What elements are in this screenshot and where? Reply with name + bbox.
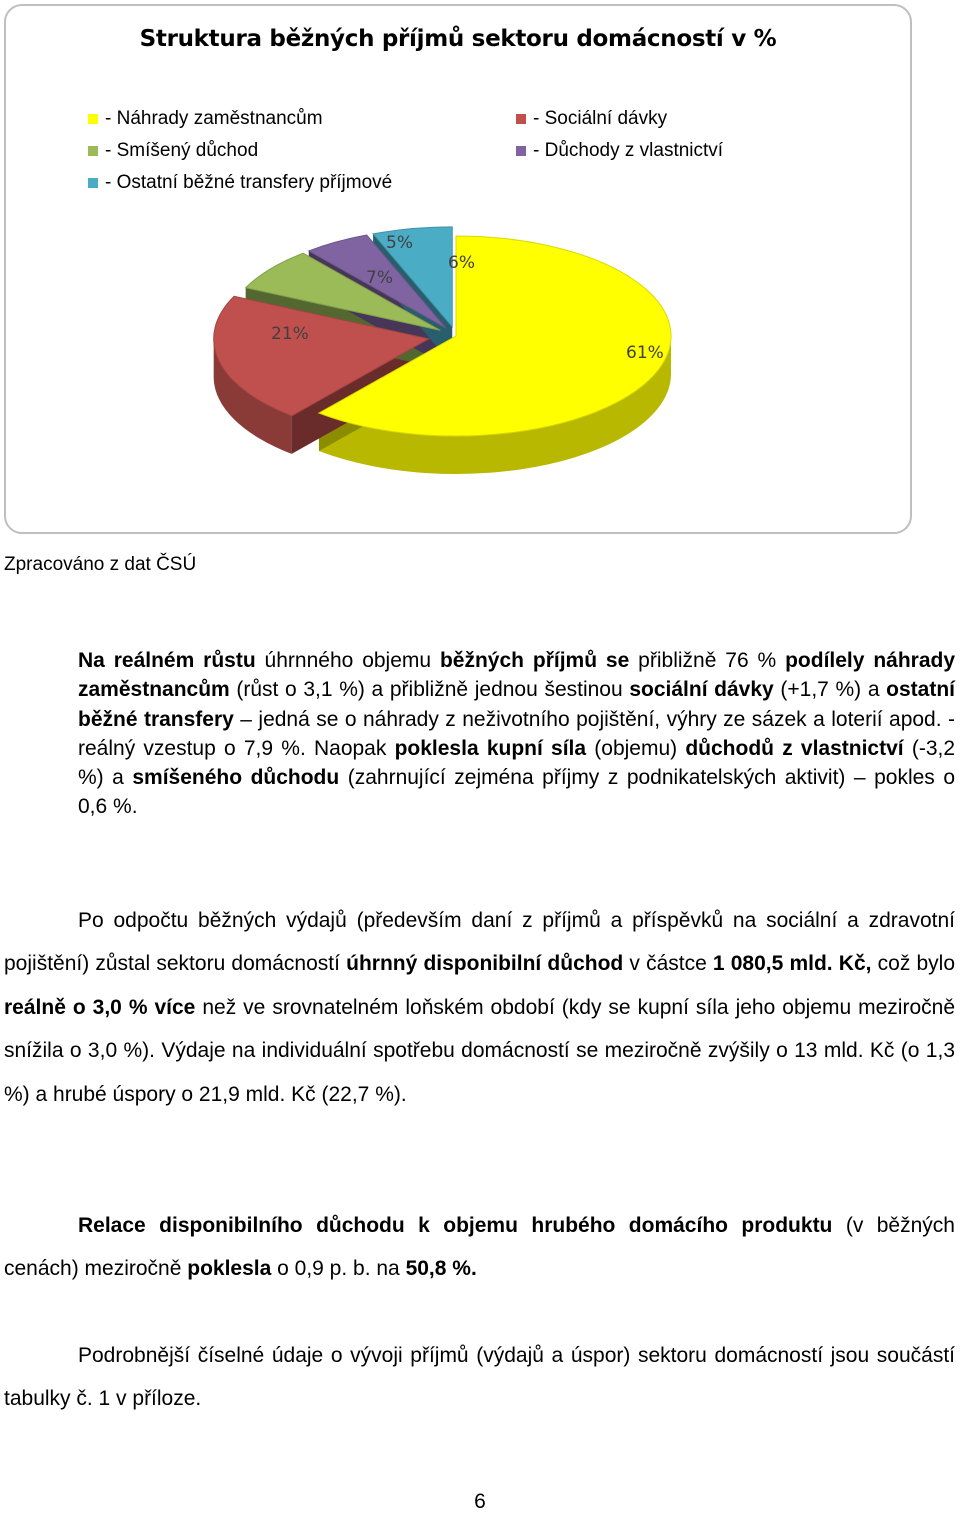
chart-container: [4, 4, 912, 534]
text-bold: úhrnný disponibilní důchod: [346, 952, 624, 976]
text-bold: Relace disponibilního důchodu k objemu hrubého domácího produktu: [78, 1214, 833, 1237]
text: což bylo: [871, 952, 956, 976]
text-bold: běžných příjmů se: [439, 649, 630, 672]
text: (+1,7 %) a: [773, 678, 887, 702]
text-bold: ostatní běžné transfery: [78, 678, 955, 731]
text: (-3,2 %) a: [78, 736, 956, 790]
text: úhrnného objemu: [255, 649, 440, 672]
text: (zahrnující zejména příjmy z podnikatelských aktivit) – pokles o 0,6 %.: [78, 766, 955, 819]
text: (v běžných cenách) meziročně: [4, 1214, 955, 1281]
text: – jedná se o náhrady z neživotního pojištění, výhry ze sázek a loterií apod. - reálný vzestup o 7,9 %. Naopak: [78, 707, 955, 760]
text: (objemu): [586, 736, 686, 760]
pie-chart: [6, 6, 910, 532]
text: v částce: [623, 952, 713, 976]
text-bold: 1 080,5 mld. Kč,: [712, 952, 872, 976]
pie-data-label: 21%: [271, 324, 309, 344]
legend-label: - Důchody z vlastnictví: [533, 140, 724, 161]
pie-data-label: 6%: [448, 253, 475, 273]
legend-label: - Smíšený důchod: [105, 140, 259, 161]
text: o 0,9 p. b. na: [271, 1257, 406, 1281]
text-bold: reálně o 3,0 % více: [4, 995, 196, 1019]
pie-data-label: 5%: [386, 233, 413, 253]
text-bold: smíšeného důchodu: [132, 766, 340, 790]
text-bold: Na reálném růstu: [78, 649, 256, 672]
page-number: 6: [474, 1490, 486, 1513]
paragraph-income: [78, 646, 955, 822]
pie-data-label: 61%: [626, 343, 664, 363]
source-note: Zpracováno z dat ČSÚ: [4, 554, 197, 575]
text: než ve srovnatelném loňském období (kdy se kupní síla jeho objemu meziročně snížila o 3,0 %). Výdaje na individuální spotřebu domácností se meziročně zvýšily o 13 mld. Kč (o 1,3 %) a hrubé úspory o 21,9 mld. Kč (22,7 %).: [4, 995, 955, 1106]
pie-data-label: 7%: [366, 268, 393, 288]
legend-label: - Sociální dávky: [533, 108, 668, 129]
text: Podrobnější číselné údaje o vývoji příjmů (výdajů a úspor) sektoru domácností jsou součástí tabulky č. 1 v příloze.: [4, 1344, 955, 1411]
text: (růst o 3,1 %) a přibližně jednou šestinou: [229, 678, 630, 702]
text: Po odpočtu běžných výdajů (především daní z příjmů a příspěvků na sociální a zdravotní pojištění) zůstal sektoru domácností: [4, 909, 955, 976]
text: přibližně 76 %: [629, 649, 786, 672]
chart-title: Struktura běžných příjmů sektoru domácností v %: [139, 26, 777, 52]
legend-label: - Náhrady zaměstnancům: [105, 108, 323, 129]
paragraph-details: [4, 1334, 955, 1421]
text-bold: podílely náhrady zaměstnancům: [78, 649, 956, 702]
paragraph-disposable-income: [4, 899, 955, 1116]
text-bold: poklesla: [187, 1257, 272, 1281]
text-bold: sociální dávky: [629, 678, 774, 702]
text-bold: důchodů z vlastnictví: [685, 736, 904, 760]
text-bold: poklesla kupní síla: [394, 736, 587, 760]
paragraph-gdp-ratio: [4, 1204, 955, 1291]
legend-label: - Ostatní běžné transfery příjmové: [105, 172, 393, 193]
text-bold: 50,8 %.: [405, 1257, 477, 1281]
